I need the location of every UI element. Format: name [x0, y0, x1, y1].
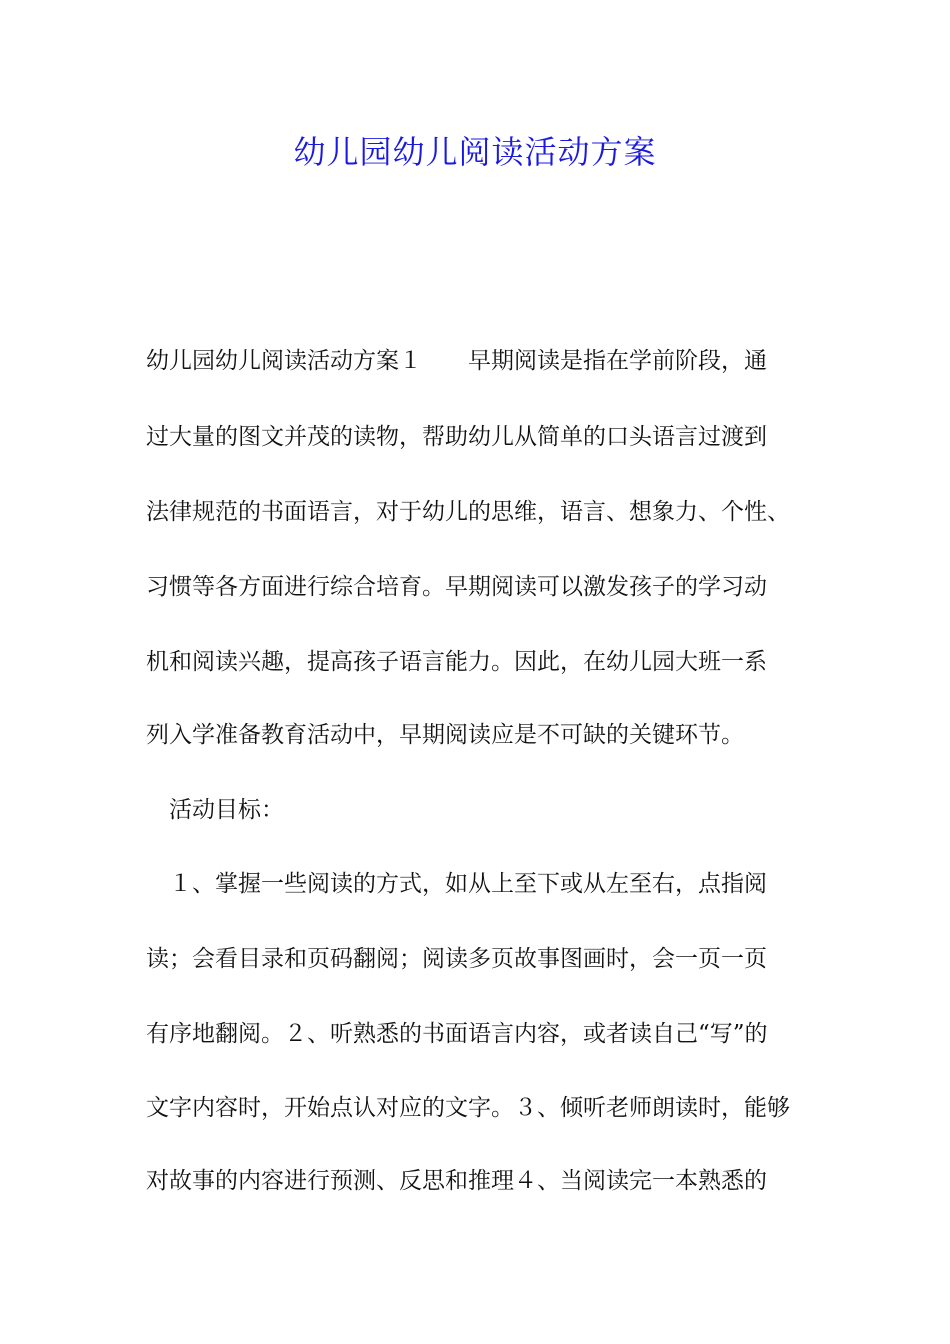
paragraph-line: 读；会看目录和页码翻阅；阅读多页故事图画时，会一页一页 [146, 946, 767, 972]
paragraph-line: 列入学准备教育活动中，早期阅读应是不可缺的关键环节。 [146, 722, 744, 748]
paragraph-line: 过大量的图文并茂的读物，帮助幼儿从简单的口头语言过渡到 [146, 424, 767, 450]
paragraph-line: 幼儿园幼儿阅读活动方案１ 早期阅读是指在学前阶段，通 [146, 348, 767, 374]
section-heading: 活动目标： [146, 797, 284, 823]
paragraph-line: 机和阅读兴趣，提高孩子语言能力。因此，在幼儿园大班一系 [146, 649, 767, 675]
paragraph-line: 有序地翻阅。２、听熟悉的书面语言内容，或者读自己“写”的 [146, 1021, 768, 1047]
paragraph-line: 法律规范的书面语言，对于幼儿的思维，语言、想象力、个性、 [146, 499, 790, 525]
paragraph-line: 文字内容时，开始点认对应的文字。３、倾听老师朗读时，能够 [146, 1095, 790, 1121]
document-title: 幼儿园幼儿阅读活动方案 [293, 133, 657, 171]
paragraph-line: 对故事的内容进行预测、反思和推理４、当阅读完一本熟悉的 [146, 1168, 767, 1194]
paragraph-line: １、掌握一些阅读的方式，如从上至下或从左至右，点指阅 [146, 871, 767, 897]
paragraph-line: 习惯等各方面进行综合培育。早期阅读可以激发孩子的学习动 [146, 574, 767, 600]
